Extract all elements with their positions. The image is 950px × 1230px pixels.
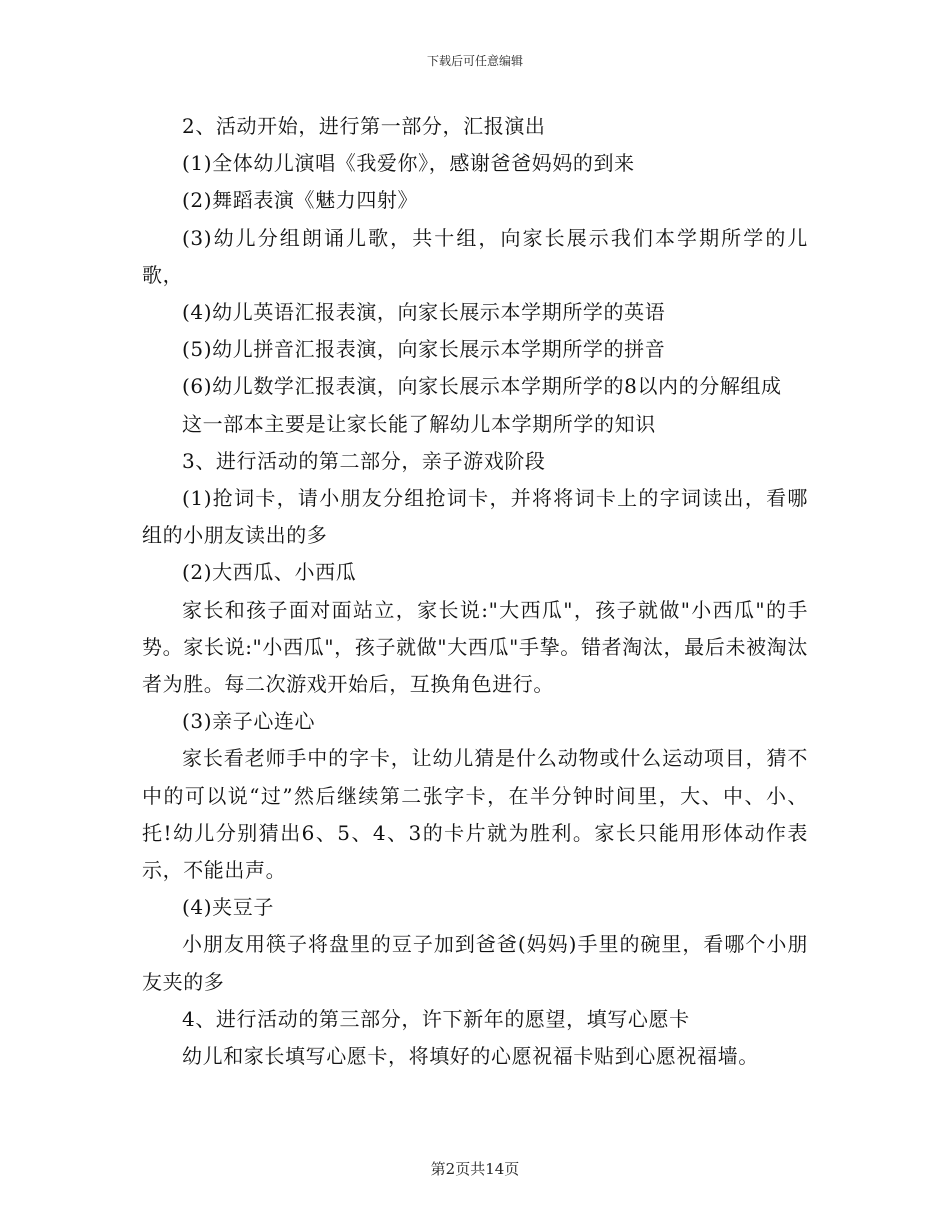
paragraph-item-4: (4)幼儿英语汇报表演，向家长展示本学期所学的英语 — [182, 300, 666, 325]
paragraph-item-6: (6)幼儿数学汇报表演，向家长展示本学期所学的8以内的分解组成 — [182, 374, 782, 399]
paragraph-game-2-title: (2)大西瓜、小西瓜 — [182, 560, 357, 585]
paragraph-section-2-heading: 2、活动开始，进行第一部分，汇报演出 — [182, 114, 546, 138]
document-body — [142, 108, 808, 1075]
paragraph-item-1: (1)全体幼儿演唱《我爱你》，感谢爸爸妈妈的到来 — [182, 151, 635, 176]
paragraph-game-3-body: 家长看老师手中的字卡，让幼儿猜是什么动物或什么运动项目，猜不中的可以说“过”然后继续第二张字卡，在半分钟时间里，大、中、小、托!幼儿分别猜出6、5、4、3的卡片就为胜利。家长只能用形体动作表示，不能出声。 — [142, 746, 808, 883]
paragraph-game-2-body: 家长和孩子面对面站立，家长说:"大西瓜"，孩子就做"小西瓜"的手势。家长说:"小西瓜"，孩子就做"大西瓜"手挚。错者淘汰，最后未被淘汰者为胜。每二次游戏开始后，互换角色进行。 — [142, 597, 808, 697]
paragraph-game-4-body: 小朋友用筷子将盘里的豆子加到爸爸(妈妈)手里的碗里，看哪个小朋友夹的多 — [142, 932, 808, 994]
paragraph-game-4-title: (4)夹豆子 — [182, 895, 274, 920]
paragraph-section-3-heading: 3、进行活动的第二部分，亲子游戏阶段 — [182, 448, 546, 473]
page-header: 下载后可任意编辑 — [426, 54, 523, 68]
paragraph-item-5: (5)幼儿拼音汇报表演，向家长展示本学期所学的拼音 — [182, 337, 666, 362]
paragraph-section-4-body: 幼儿和家长填写心愿卡，将填好的心愿祝福卡贴到心愿祝福墙。 — [182, 1044, 759, 1069]
paragraph-game-3-title: (3)亲子心连心 — [182, 709, 316, 734]
paragraph-item-3: (3)幼儿分组朗诵儿歌，共十组，向家长展示我们本学期所学的儿歌， — [142, 225, 808, 287]
paragraph-summary: 这一部本主要是让家长能了解幼儿本学期所学的知识 — [182, 411, 656, 436]
paragraph-section-4-heading: 4、进行活动的第三部分，许下新年的愿望，填写心愿卡 — [182, 1006, 690, 1031]
page-number-footer: 第2页共14页 — [430, 1160, 520, 1178]
paragraph-game-1: (1)抢词卡，请小朋友分组抢词卡，并将将词卡上的字词读出，看哪组的小朋友读出的多 — [142, 486, 808, 548]
paragraph-item-2: (2)舞蹈表演《魅力四射》 — [182, 188, 419, 213]
